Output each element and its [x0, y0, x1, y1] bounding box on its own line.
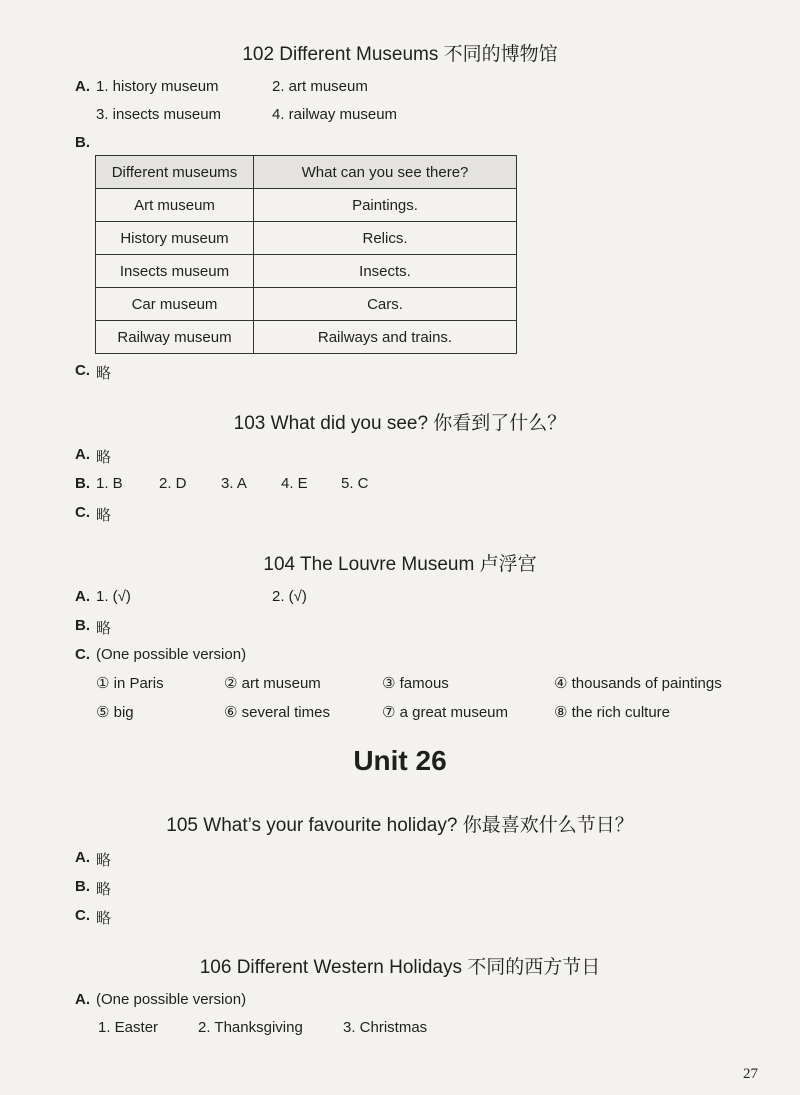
table-row: [96, 222, 517, 255]
s105-a-text: 略: [96, 852, 112, 869]
table-cell: Railway museum: [96, 321, 254, 354]
s105-c-label: C.: [75, 907, 90, 924]
s104-c-item: ⑦ a great museum: [382, 704, 508, 721]
s103-a-text: 略: [96, 449, 112, 466]
table-header-cell: Different museums: [96, 156, 254, 189]
s106-a-item: 1. Easter: [98, 1019, 159, 1036]
s104-c-item: ② art museum: [224, 675, 321, 692]
s106-a-label: A.: [75, 991, 90, 1008]
section-103-title: 103 What did you see? 你看到了什么？: [233, 413, 567, 434]
table-row: [96, 288, 517, 321]
unit-title: Unit 26: [353, 745, 447, 776]
table-row: [96, 321, 517, 354]
table-cell: Art museum: [96, 189, 254, 222]
s103-a-label: A.: [75, 446, 90, 463]
s102-c-label: C.: [75, 362, 90, 379]
s104-a-item: 1. (√): [96, 588, 131, 605]
table-cell: Insects museum: [96, 255, 254, 288]
table-cell: Insects.: [254, 255, 517, 288]
s103-b-label: B.: [75, 475, 90, 492]
table-cell: Railways and trains.: [254, 321, 517, 354]
s104-c-item: ③ famous: [382, 675, 449, 692]
s104-c-item: ④ thousands of paintings: [554, 675, 722, 692]
s106-a-item: 2. Thanksgiving: [198, 1019, 303, 1036]
table-cell: Paintings.: [254, 189, 517, 222]
table-cell: Cars.: [254, 288, 517, 321]
table-cell: History museum: [96, 222, 254, 255]
s103-c-text: 略: [96, 507, 112, 524]
section-106-title: 106 Different Western Holidays 不同的西方节日: [199, 957, 601, 978]
s103-b-item: 5. C: [341, 475, 369, 492]
s103-b-item: 2. D: [159, 475, 187, 492]
s105-b-label: B.: [75, 878, 90, 895]
s102-a-item: 3. insects museum: [96, 106, 222, 123]
s102-a-item: 4. railway museum: [272, 106, 398, 123]
table-header-row: [96, 156, 517, 189]
s106-a-item: 3. Christmas: [343, 1019, 428, 1036]
s104-c-item: ⑤ big: [96, 704, 134, 721]
s105-c-text: 略: [96, 910, 112, 927]
table-cell: Car museum: [96, 288, 254, 321]
section-102-title: 102 Different Museums 不同的博物馆: [242, 44, 558, 65]
s103-b-item: 4. E: [281, 475, 308, 492]
s105-a-label: A.: [75, 849, 90, 866]
s102-a-label: A.: [75, 78, 90, 95]
s104-a-label: A.: [75, 588, 90, 605]
s104-b-text: 略: [96, 620, 112, 637]
table-row: [96, 189, 517, 222]
s102-b-label: B.: [75, 134, 90, 151]
section-104-title: 104 The Louvre Museum 卢浮宫: [263, 554, 537, 575]
page-number: 27: [743, 1066, 758, 1082]
table-row: [96, 255, 517, 288]
s103-b-item: 3. A: [221, 475, 247, 492]
museums-table: [95, 155, 517, 354]
s103-b-item: 1. B: [96, 475, 123, 492]
s104-c-label: C.: [75, 646, 90, 663]
s104-a-item: 2. (√): [272, 588, 307, 605]
s102-c-text: 略: [96, 365, 112, 382]
s102-a-item: 2. art museum: [272, 78, 368, 95]
section-105-title: 105 What’s your favourite holiday? 你最喜欢什么节日？: [166, 815, 634, 836]
s103-c-label: C.: [75, 504, 90, 521]
s104-c-item: ① in Paris: [96, 675, 164, 692]
table-cell: Relics.: [254, 222, 517, 255]
s104-c-item: ⑥ several times: [224, 704, 330, 721]
s104-b-label: B.: [75, 617, 90, 634]
s106-a-text: (One possible version): [96, 991, 247, 1008]
table-header-cell: What can you see there?: [254, 156, 517, 189]
s104-c-item: ⑧ the rich culture: [554, 704, 670, 721]
s104-c-text: (One possible version): [96, 646, 247, 663]
s105-b-text: 略: [96, 881, 112, 898]
s102-a-item: 1. history museum: [96, 78, 219, 95]
